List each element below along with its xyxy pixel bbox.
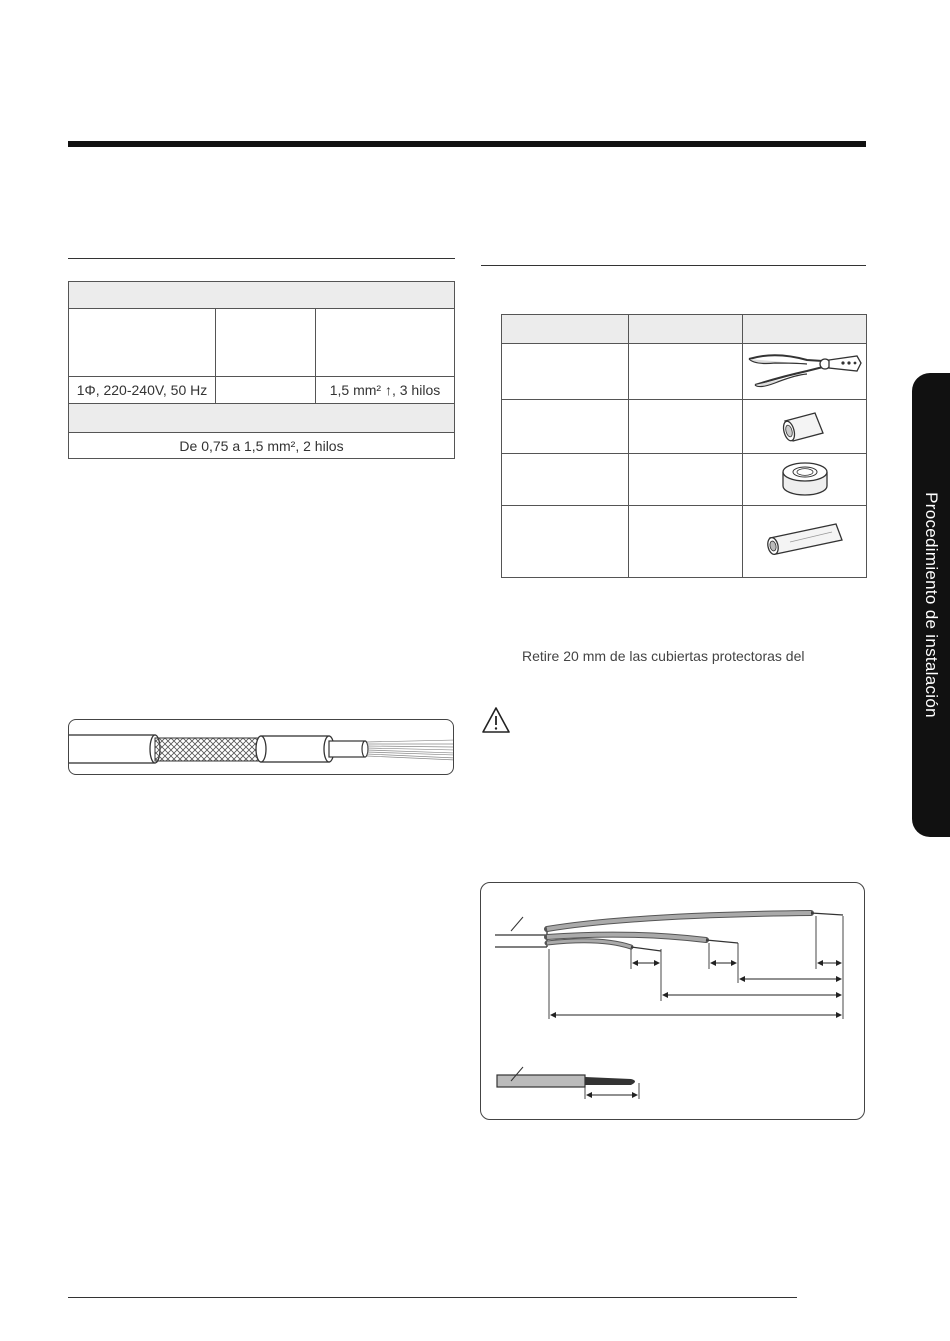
power-cable-value: 1,5 mm² ↑, 3 hilos <box>316 377 455 404</box>
tools-table <box>501 314 867 578</box>
cable-spec-table <box>68 281 455 459</box>
tool-spec-cell <box>629 400 743 454</box>
wire-stripping-illustration <box>480 882 865 1120</box>
tool-image-cell <box>743 400 867 454</box>
tool-image-cell <box>743 344 867 400</box>
warning-icon <box>481 706 511 734</box>
insulation-tape-icon <box>775 458 835 498</box>
crimping-pliers-icon <box>745 347 865 393</box>
section-side-tab <box>912 373 950 837</box>
tool-name-cell <box>502 400 629 454</box>
section-rule-right <box>481 265 866 266</box>
spec-col-header-2 <box>216 309 316 377</box>
shielded-cable-illustration <box>68 719 454 775</box>
connection-sleeve-icon <box>775 407 835 443</box>
connection-cable-value: De 0,75 a 1,5 mm², 2 hilos <box>69 433 455 459</box>
tool-spec-cell <box>629 344 743 400</box>
spec-empty-cell <box>216 377 316 404</box>
bottom-rule <box>68 1297 797 1298</box>
tool-spec-cell <box>629 506 743 578</box>
side-tab-label: Procedimiento de instalación <box>922 492 941 718</box>
spec-col-header-3 <box>316 309 455 377</box>
section-rule-left <box>68 258 455 259</box>
tool-name-cell <box>502 454 629 506</box>
tools-col-header-2 <box>629 315 743 344</box>
top-rule <box>68 141 866 147</box>
tools-col-header-1 <box>502 315 629 344</box>
spec-section-header <box>69 404 455 433</box>
tool-name-cell <box>502 344 629 400</box>
contraction-tube-icon <box>760 520 850 560</box>
tool-name-cell <box>502 506 629 578</box>
spec-table-header <box>69 282 455 309</box>
tool-image-cell <box>743 454 867 506</box>
tool-image-cell <box>743 506 867 578</box>
instruction-text: Retire 20 mm de las cubiertas protectoras del <box>522 648 805 664</box>
spec-col-header-1 <box>69 309 216 377</box>
tool-spec-cell <box>629 454 743 506</box>
power-supply-value: 1Φ, 220-240V, 50 Hz <box>69 377 216 404</box>
tools-col-header-3 <box>743 315 867 344</box>
